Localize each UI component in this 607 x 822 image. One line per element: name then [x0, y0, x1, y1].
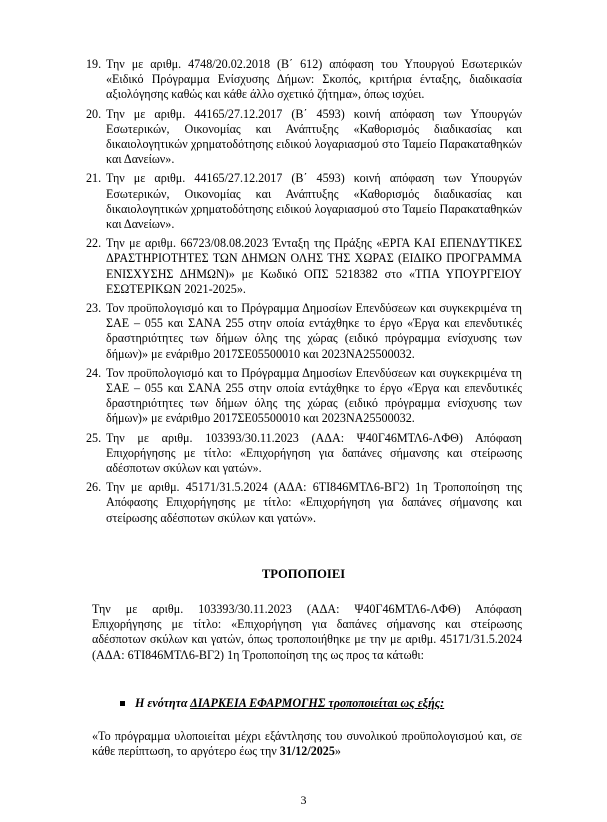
square-bullet-icon [120, 701, 125, 706]
bullet-item [120, 696, 444, 711]
quote-close: » [334, 744, 341, 759]
item-number: 26. [86, 480, 102, 495]
item-text: Την με αριθμ. 44165/27.12.2017 (Β΄ 4593) κοινή απόφαση των Υπουργών Εσωτερικών, Οικονομίας και Ανάπτυξης «Καθορισμός διαδικασίας και δικαιολογητικών χρηματοδότησης ειδικού λογαριασμού στο Ταμείο Παρακαταθηκών και Δανείων». [106, 171, 522, 232]
list-item [86, 301, 522, 362]
amendment-paragraph: Την με αριθμ. 103393/30.11.2023 (ΑΔΑ: Ψ40Γ46ΜΤΛ6-ΛΦΘ) Απόφαση Επιχορήγησης με τίτλο: «Επιχορήγηση για δαπάνες σήμανσης και στείρωσης αδέσποτων σκύλων και γατών, όπως τροποποιήθηκε με την με αριθμ. 45171/31.5.2024 (ΑΔΑ: 6ΤΙ846ΜΤΛ6-ΒΓ2) 1η Τροποποίηση της ως προς τα κάτωθι: [92, 602, 522, 662]
item-text: Τον προϋπολογισμό και το Πρόγραμμα Δημοσίων Επενδύσεων και συγκεκριμένα τη ΣΑΕ – 055 και ΣΑΝΑ 255 στην οποία εντάχθηκε το έργο «Έργα και επενδυτικές δραστηριότητες των δήμων όλης της χώρας (ειδικό πρόγραμμα ενίσχυσης των δήμων)» με ενάριθμο 2017ΣΕ05500010 και 2023ΝΑ25500032. [106, 301, 522, 361]
page-number: 3 [300, 793, 307, 807]
item-text: Την με αριθμ. 66723/08.08.2023 Ένταξη της Πράξης «ΕΡΓΑ ΚΑΙ ΕΠΕΝΔΥΤΙΚΕΣ ΔΡΑΣΤΗΡΙΟΤΗΤΕΣ ΤΩΝ ΔΗΜΩΝ ΟΛΗΣ ΤΗΣ ΧΩΡΑΣ (ΕΙΔΙΚΟ ΠΡΟΓΡΑΜΜΑ ΕΝΙΣΧΥΣΗΣ ΔΗΜΩΝ)» με Κωδικό ΟΠΣ 5218382 στο «ΤΠΑ ΥΠΟΥΡΓΕΙΟΥ ΕΣΩΤΕΡΙΚΩΝ 2021-2025». [106, 236, 522, 296]
list-item [86, 480, 522, 526]
quote-date: 31/12/2025 [279, 744, 335, 759]
item-text: Την με αριθμ. 103393/30.11.2023 (ΑΔΑ: Ψ40Γ46ΜΤΛ6-ΛΦΘ) Απόφαση Επιχορήγησης με τίτλο: «Επιχορήγηση για δαπάνες σήμανσης και στείρωσης αδέσποτων σκύλων και γατών». [106, 430, 522, 476]
list-item [86, 57, 522, 103]
item-text: Τον προϋπολογισμό και το Πρόγραμμα Δημοσίων Επενδύσεων και συγκεκριμένα τη ΣΑΕ – 055 και ΣΑΝΑ 255 στην οποία εντάχθηκε το έργο «Έργα και επενδυτικές δραστηριότητες των δήμων όλης της χώρας (ειδικό πρόγραμμα ενίσχυσης των δήμων)» με ενάριθμο 2017ΣΕ05500010 και 2023ΝΑ25500032. [106, 365, 522, 426]
item-text: Την με αριθμ. 4748/20.02.2018 (Β΄ 612) απόφαση του Υπουργού Εσωτερικών «Ειδικό Πρόγραμμα Ενίσχυσης Δήμων: Σκοπός, κριτήρια ένταξης, διαδικασία αξιολόγησης καθώς και κάθε άλλο σχετικό ζήτημα», όπως ισχύει. [106, 57, 522, 102]
item-number: 25. [86, 430, 102, 445]
bullet-prefix: Η ενότητα [135, 696, 191, 710]
item-number: 22. [86, 236, 102, 251]
quoted-amendment [92, 729, 522, 759]
bullet-underlined-text: ΔΙΑΡΚΕΙΑ ΕΦΑΡΜΟΓΗΣ τροποποιείται ως εξής: [190, 696, 445, 710]
list-item [86, 365, 522, 427]
item-number: 19. [86, 57, 102, 71]
item-number: 20. [86, 106, 102, 121]
quote-text: «Το πρόγραμμα υλοποιείται μέχρι εξάντλησης του συνολικού προϋπολογισμού και, σε κάθε περίπτωση, το αργότερο έως την [92, 729, 522, 759]
list-item [86, 171, 522, 232]
legal-basis-list [86, 57, 522, 530]
item-number: 24. [86, 365, 102, 380]
item-text: Την με αριθμ. 45171/31.5.2024 (ΑΔΑ: 6ΤΙ846ΜΤΛ6-ΒΓ2) 1η Τροποποίηση της Απόφασης Επιχορήγησης με τίτλο: «Επιχορήγηση για δαπάνες σήμανσης και στείρωσης αδέσποτων σκύλων και γατών». [106, 480, 522, 525]
item-number: 23. [86, 301, 102, 316]
list-item [86, 236, 522, 297]
list-item [86, 430, 522, 477]
section-heading: ΤΡΟΠΟΠΟΙΕΙ [261, 567, 346, 581]
item-number: 21. [86, 171, 102, 186]
list-item [86, 106, 522, 168]
item-text: Την με αριθμ. 44165/27.12.2017 (Β΄ 4593) κοινή απόφαση των Υπουργών Εσωτερικών, Οικονομίας και Ανάπτυξης «Καθορισμός διαδικασίας και δικαιολογητικών χρηματοδότησης ειδικού λογαριασμού στο Ταμείο Παρακαταθηκών και Δανείων». [106, 106, 522, 167]
